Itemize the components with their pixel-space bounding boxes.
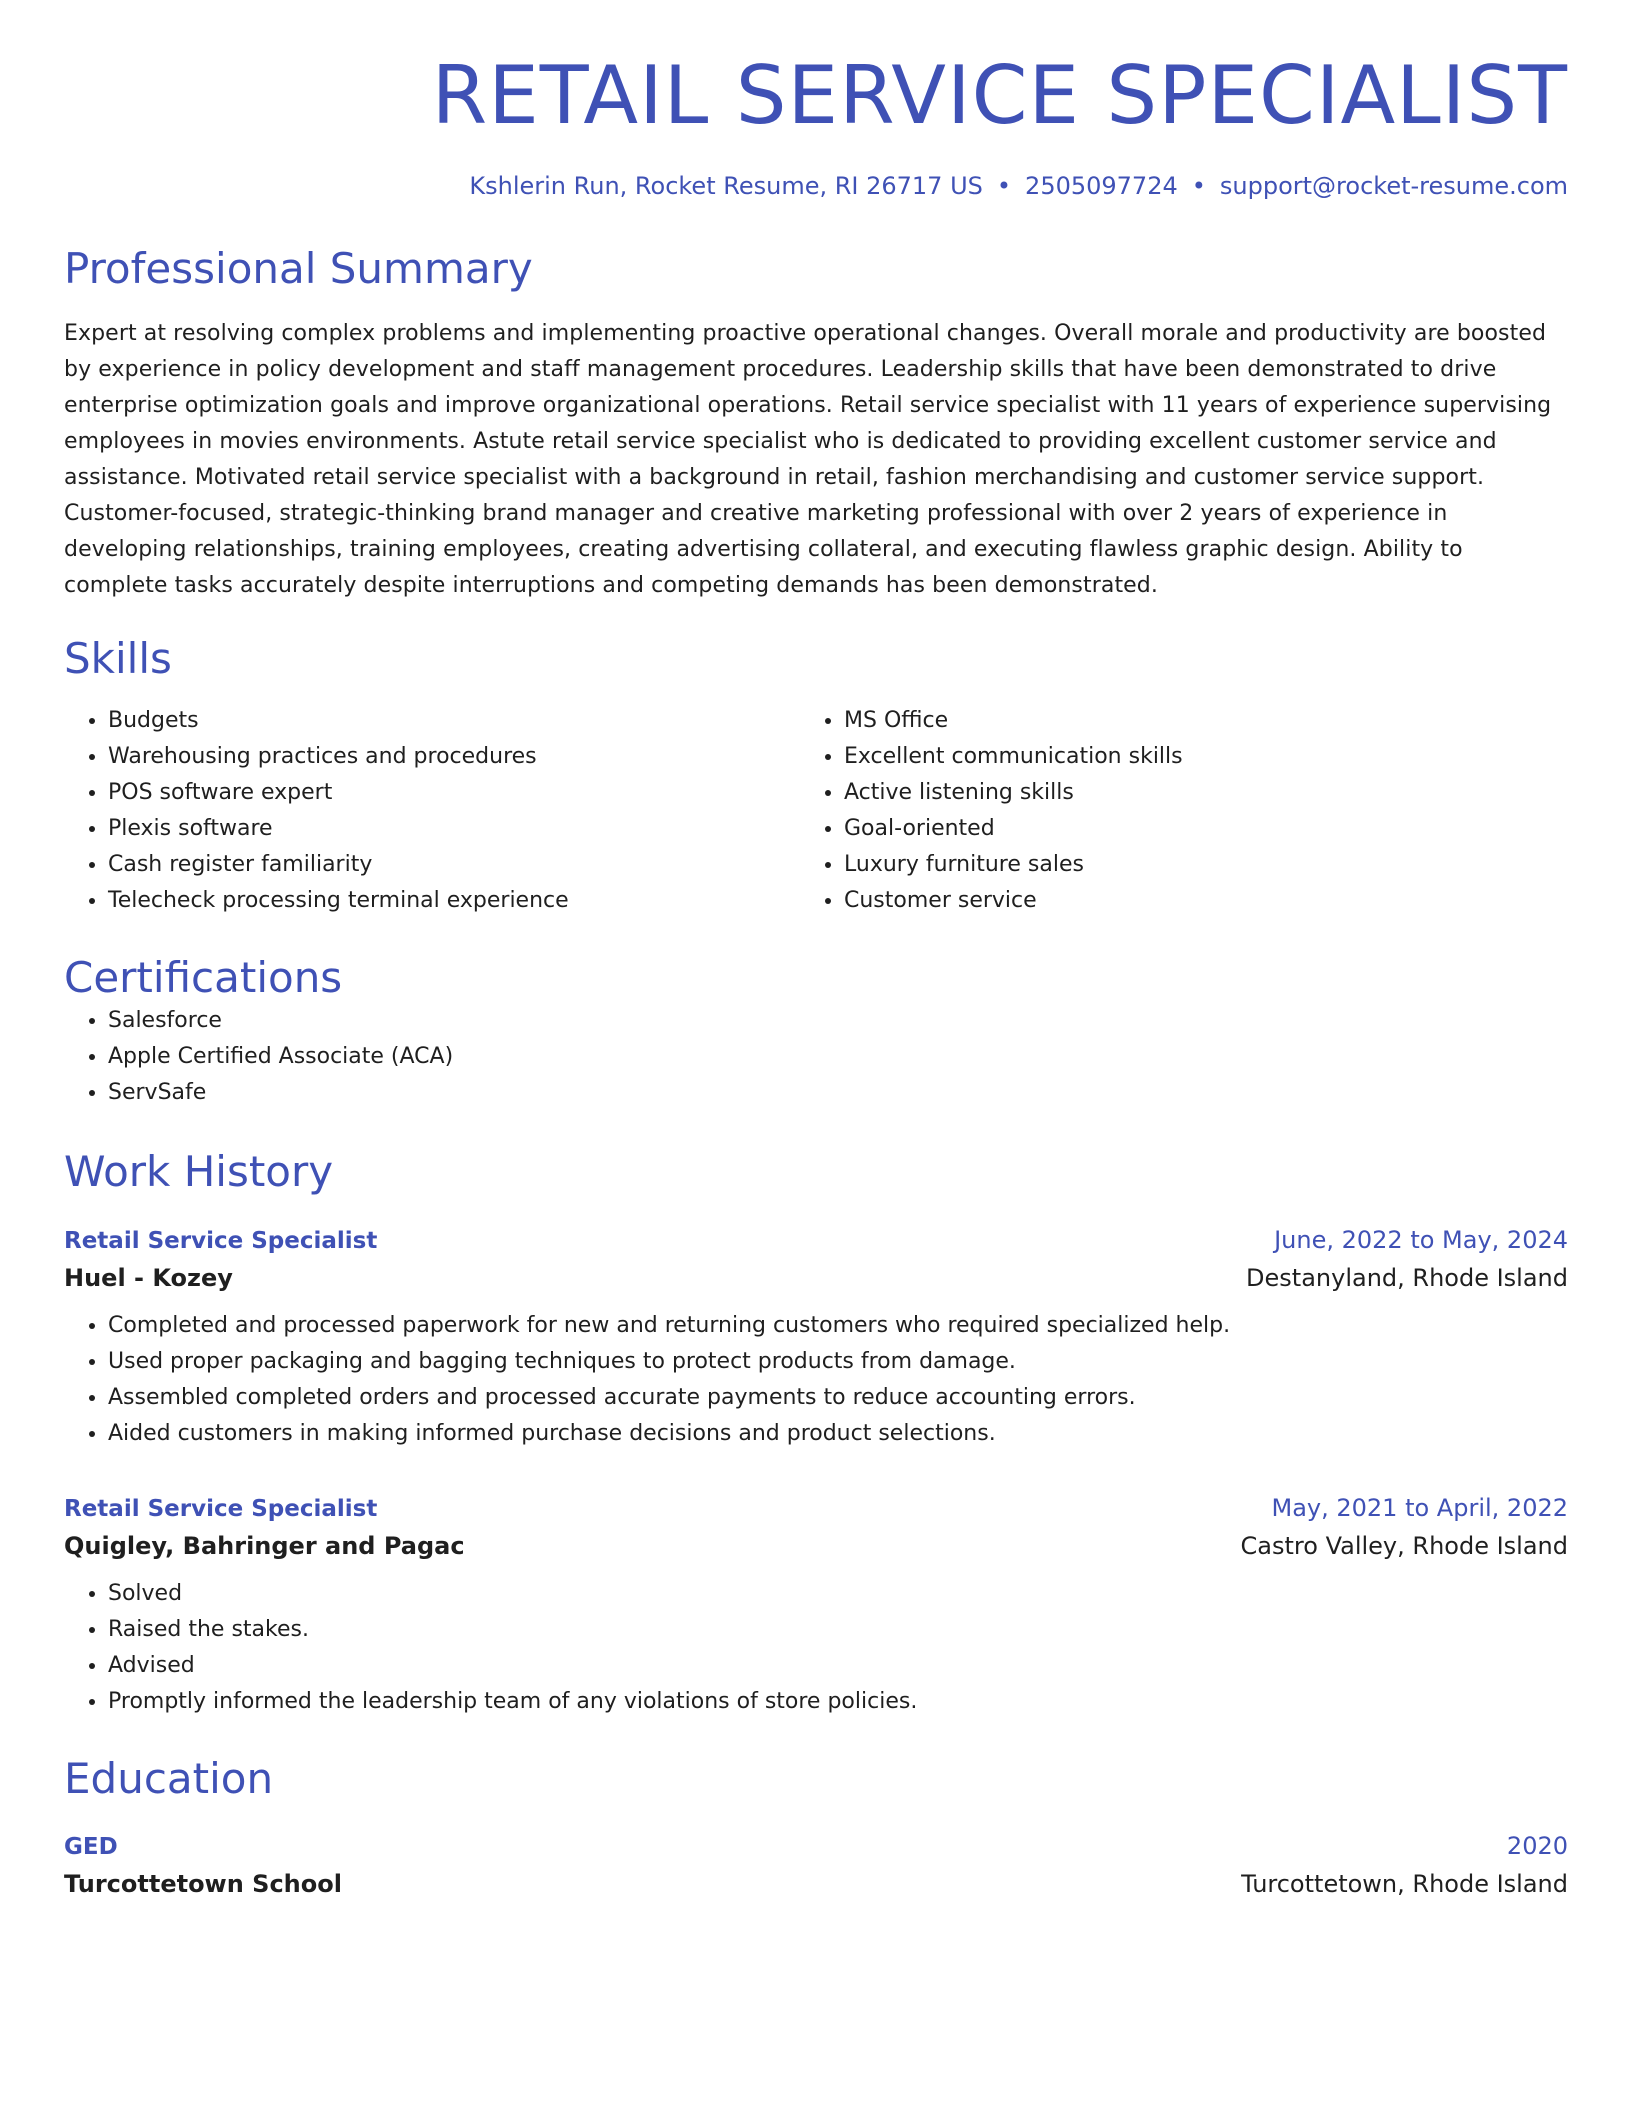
school-location: Turcottetown, Rhode Island	[1241, 1869, 1568, 1898]
certification-item: • Salesforce	[108, 1003, 1568, 1039]
employer-name: Quigley, Bahringer and Pagac	[64, 1531, 465, 1560]
employer-name: Huel - Kozey	[64, 1263, 233, 1292]
skill-item: • Luxury furniture sales	[844, 847, 1536, 883]
education-heading: Education	[64, 1753, 274, 1803]
contact-separator: •	[1191, 172, 1206, 200]
job-entry	[64, 1226, 1568, 1452]
skill-item: • MS Office	[844, 703, 1536, 739]
skills-heading: Skills	[64, 634, 172, 684]
certification-item: • ServSafe	[108, 1075, 1568, 1111]
contact-phone: 2505097724	[1025, 172, 1178, 200]
job-title: Retail Service Specialist	[64, 1227, 378, 1254]
summary-text: Expert at resolving complex problems and implementing proactive operational changes. Overall morale and productivity are boosted by experience in policy development and staff management procedures. Leadership skills that have been demonstrated to drive enterprise optimization goals and improve organizational operations. Retail service specialist with 11 years of experience supervising employees in movies environments. Astute retail service specialist who is dedicated to providing excellent customer service and assistance. Motivated retail service specialist with a background in retail, fashion merchandising and customer service support. Customer-focused, strategic-thinking brand manager and creative marketing professional with over 2 years of experience in developing relationships, training employees, creating advertising collateral, and executing flawless graphic design. Ability to complete tasks accurately despite interruptions and competing demands has been demonstrated.	[64, 321, 1552, 599]
skills-grid	[64, 703, 1568, 919]
job-duties-list	[64, 1308, 1568, 1452]
job-duty-item: • Promptly informed the leadership team of any violations of store policies.	[108, 1684, 1568, 1720]
skill-item: • Budgets	[108, 703, 800, 739]
skill-item: • Goal-oriented	[844, 811, 1536, 847]
job-duties-list	[64, 1576, 1568, 1720]
job-duty-item: • Aided customers in making informed purchase decisions and product selections.	[108, 1416, 1568, 1452]
job-title: Retail Service Specialist	[64, 1495, 378, 1522]
skill-item: • Telecheck processing terminal experience	[108, 883, 800, 919]
degree: GED	[64, 1833, 118, 1860]
skill-item: • Cash register familiarity	[108, 847, 800, 883]
skill-item: • Excellent communication skills	[844, 739, 1536, 775]
summary-heading: Professional Summary	[64, 244, 533, 293]
job-location: Castro Valley, Rhode Island	[1240, 1531, 1568, 1560]
job-dates: June, 2022 to May, 2024	[1274, 1225, 1568, 1254]
job-duty-item: • Used proper packaging and bagging techniques to protect products from damage.	[108, 1344, 1568, 1380]
contact-address: Kshlerin Run, Rocket Resume, RI 26717 US	[469, 172, 983, 200]
job-location: Destanyland, Rhode Island	[1246, 1263, 1568, 1292]
job-dates: May, 2021 to April, 2022	[1271, 1493, 1568, 1522]
skill-item: • Plexis software	[108, 811, 800, 847]
skill-item: • Warehousing practices and procedures	[108, 739, 800, 775]
skill-item: • Active listening skills	[844, 775, 1536, 811]
job-duty-item: • Solved	[108, 1576, 1568, 1612]
education-entry	[64, 1832, 1568, 1898]
skill-item: • POS software expert	[108, 775, 800, 811]
resume-header	[64, 49, 1568, 200]
job-entry	[64, 1494, 1568, 1720]
job-duty-item: • Completed and processed paperwork for new and returning customers who required specialized help.	[108, 1308, 1568, 1344]
certifications-heading: Certifications	[64, 952, 343, 1002]
contact-email: support@rocket-resume.com	[1219, 172, 1568, 200]
graduation-year: 2020	[1506, 1831, 1568, 1860]
contact-line	[64, 172, 1568, 200]
work-history-heading: Work History	[64, 1147, 334, 1197]
certifications-list	[64, 1003, 1568, 1111]
certification-item: • Apple Certified Associate (ACA)	[108, 1039, 1568, 1075]
job-duty-item: • Advised	[108, 1648, 1568, 1684]
job-duty-item: • Raised the stakes.	[108, 1612, 1568, 1648]
skills-column-right	[800, 703, 1536, 919]
candidate-title: RETAIL SERVICE SPECIALIST	[431, 49, 1568, 142]
school-name: Turcottetown School	[64, 1869, 342, 1898]
contact-separator: •	[996, 172, 1012, 200]
job-duty-item: • Assembled completed orders and processed accurate payments to reduce accounting errors.	[108, 1380, 1568, 1416]
skill-item: • Customer service	[844, 883, 1536, 919]
skills-column-left	[64, 703, 800, 919]
